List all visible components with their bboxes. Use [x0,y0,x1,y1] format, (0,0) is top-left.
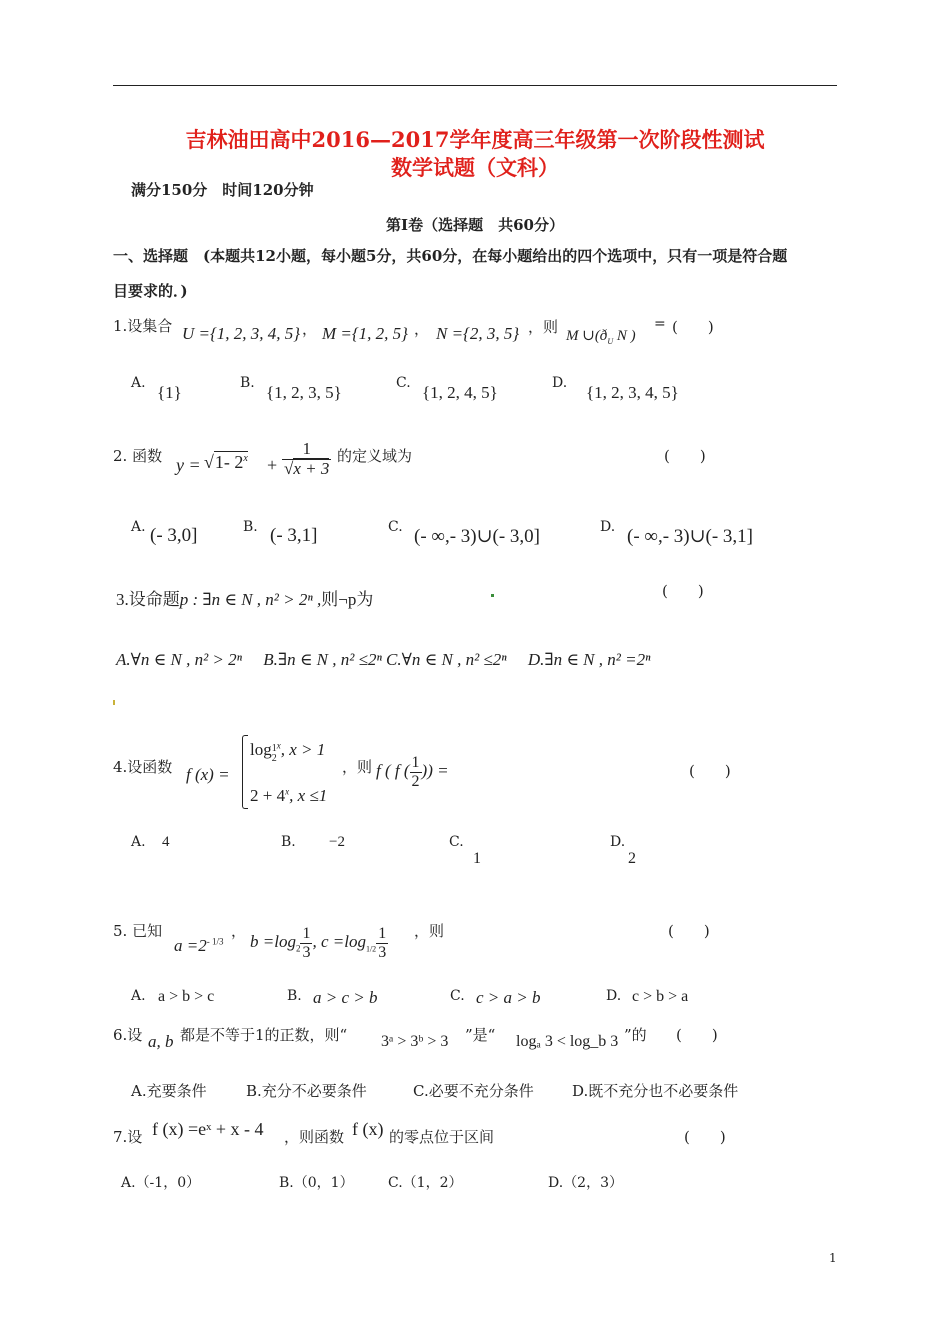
q1-option-d: {1, 2, 3, 4, 5} [586,383,679,402]
q6-option-a: A.充要条件 [131,1082,207,1100]
q6-option-d: D.既不充分也不必要条件 [572,1082,739,1100]
q6-option-b: B.充分不必要条件 [246,1082,367,1100]
q1-answer-blank: ( ) [672,318,714,336]
q7-option-a: A.（-1，0） [121,1175,201,1191]
q4-then: ，则 [342,758,373,776]
q6-stem-mid: 都是不等于1的正数，则“ [180,1026,348,1044]
q4-option-d: 2 [628,850,636,867]
q4-f-label: f (x) = [186,765,230,784]
q7-option-c: C.（1，2） [388,1175,463,1191]
q5-answer-blank: ( ) [668,922,710,940]
q7-stem: 7.设 [113,1128,143,1146]
q2-y: y = [176,455,201,475]
q1-comma: ， [302,320,318,338]
q2-option-b-letter: B. [243,519,258,535]
q1-option-a-letter: A. [131,375,146,391]
q4-case-1: log 1 2 $^x$, x > 1 [250,740,326,764]
q4-option-a-letter: A. [131,834,146,850]
header-rule [113,85,837,86]
section-instructions-cont: 目要求的．) [113,282,188,300]
q6-stem-mid2: ”是“ [465,1026,496,1044]
q1-equals: = [654,316,666,332]
q4-option-b: −2 [329,834,345,850]
q2-option-c: (- ∞,- 3)∪(- 3,0] [414,526,541,547]
q1-set-n: N ={2, 3, 5} [436,324,520,343]
q4-answer-blank: ( ) [689,762,731,780]
q1-option-d-letter: D. [552,375,568,391]
q7-option-b: B.（0，1） [279,1175,354,1191]
q1-option-b-letter: B. [240,375,255,391]
q4-option-a: 4 [162,834,170,850]
q5-option-d: c > b > a [632,988,689,1005]
q5-option-c: c > a > b [476,988,541,1007]
q6-vars: a, b [148,1032,174,1051]
q1-option-b: {1, 2, 3, 5} [266,383,342,402]
q6-answer-blank: ( ) [676,1026,718,1044]
q1-option-c: {1, 2, 4, 5} [422,383,498,402]
q2-fraction: $\frac{1}{√x + 3}$ [284,439,330,478]
q6-option-c: C.必要不充分条件 [413,1082,534,1100]
score-time: 满分150分 时间120分钟 [131,181,314,199]
q4-brace [242,735,248,809]
q2-option-b: (- 3,1] [270,525,318,546]
q4-option-d-letter: D. [610,834,626,850]
q4-stem: 4.设函数 [113,758,173,776]
q1-comma: ， [414,320,430,338]
q2-sqrt: √1- 2$^x$ [204,452,248,472]
q1-option-a: {1} [157,383,182,402]
q2-option-d: (- ∞,- 3)∪(- 3,1] [627,526,754,547]
exam-subtitle: 数学试题（文科） [391,155,559,180]
part-title: 第Ⅰ卷（选择题 共60分） [386,216,564,234]
q4-case-2: $2 + 4^x$, x ≤1 [250,786,328,805]
exam-title: 吉林油田高中2016—2017学年度高三年级第一次阶段性测试 [185,127,765,152]
q3-options: A.∀n ∈ N , n² > 2ⁿ B.∃n ∈ N , n² ≤2ⁿ C.∀n ∈ N , n² ≤2ⁿ D.∃n ∈ N , n² =2ⁿ [116,650,651,669]
q1-set-u: U ={1, 2, 3, 4, 5} [182,324,301,343]
q5-option-b: a > c > b [313,988,378,1007]
q5-comma: ， [231,922,247,940]
section-instructions: 一、选择题 (本题共12小题，每小题5分，共60分，在每小题给出的四个选项中，只有一项是符合题 [113,247,788,265]
q2-option-c-letter: C. [388,519,403,535]
q2-option-a-letter: A. [131,519,146,535]
q5-option-c-letter: C. [450,988,465,1004]
q2-stem: 2. 函数 [113,447,163,465]
q6-stem: 6.设 [113,1026,143,1044]
q3-answer-blank: ( ) [662,582,704,600]
stray-mark [491,594,494,597]
q3-stem: 3.设命题p : ∃n ∈ N , n² > 2ⁿ ,则¬p为 [116,590,374,609]
q2-suffix: 的定义域为 [337,447,413,465]
q5-stem: 5. 已知 [113,922,163,940]
q6-condition-1: 3ᵃ > 3ᵇ > 3 [381,1033,449,1050]
q7-function: f (x) =eˣ + x - 4 [152,1119,264,1139]
q4-option-c: 1 [473,850,481,867]
q4-expr: f ( f ( $\frac{1}{2}$ )) = [376,754,449,790]
q4-option-b-letter: B. [281,834,296,850]
q1-then: ，则 [528,318,559,336]
q7-function-ref: f (x) [352,1119,384,1139]
q2-option-a: (- 3,0] [150,525,198,546]
q1-set-m: M ={1, 2, 5} [322,324,408,343]
q5-then: ，则 [414,922,445,940]
q5-option-d-letter: D. [606,988,622,1004]
q2-plus: + [267,455,278,475]
q2-option-d-letter: D. [600,519,616,535]
q7-stem-mid: ，则函数 [284,1128,345,1146]
q5-a: $a =2^{- 1/3}$ [174,936,224,955]
page-number: 1 [829,1251,837,1265]
q5-option-a-letter: A. [131,988,146,1004]
q1-option-c-letter: C. [396,375,411,391]
q7-stem-end: 的零点位于区间 [389,1128,495,1146]
q7-option-d: D.（2，3） [548,1175,624,1191]
stray-mark [113,700,115,705]
q2-answer-blank: ( ) [664,447,706,465]
q4-option-c-letter: C. [449,834,464,850]
q1-expr: M $\cup(ð_U$ N ) [566,328,636,346]
q5-b: $b =\log_2$ $\frac{1}{3}$ , $c =\log_{1/2}$ $\frac{1}{3}$ [250,925,387,961]
q5-option-b-letter: B. [287,988,302,1004]
q6-condition-2: logₐ 3 < log_b 3 [516,1033,619,1050]
q5-option-a: a > b > c [158,988,215,1005]
q1-stem: 1.设集合 [113,317,173,335]
q7-answer-blank: ( ) [684,1128,726,1146]
q6-stem-end: ”的 [624,1026,647,1044]
